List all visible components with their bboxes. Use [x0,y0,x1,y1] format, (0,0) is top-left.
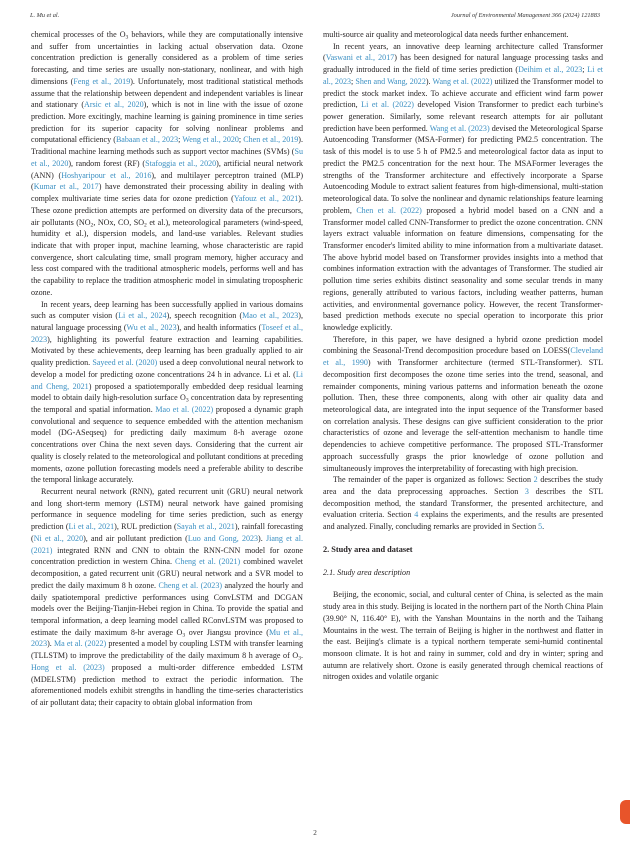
paragraph [323,474,603,533]
citation-link[interactable]: Cheng et al. (2023) [158,580,223,590]
text-run: presented a model by coupling LSTM with transfer learning (TLLSTM) to improve the predictability of the daily maximum 8 h average of O [31,639,303,661]
citation-link[interactable]: Yafouz et al., 2021 [233,194,299,204]
text-run: et al.), meteorological parameters (wind-speed, humidity et al.), dispersion models, and land-use variables. Relevant studies indicate that with proper input, machine learning, whose characteristic are rapid convergence, short calculating time, small program memory, higher accuracy and less cost compared with the traditional atmospheric models, performs well and has the capability to replace the tradition atmospheric model in simulating tropospheric ozone. [31,217,303,297]
text-run: ; [238,135,244,145]
text-run: ; [178,135,183,145]
text-run: ) with Transformer architecture (termed STL-Transformer). STL decomposition first decomposes the ozone time series into the trend, seasonal, and remainder components, mining various patterns and information beneath the ozone pollution. Then, these three components, along with other air quality data and meteorological data, are integrated into the input sequence of the Transformer based on correlation analysis. These designs can give sufficient consideration to the prior characteristics of ozone and leverage the self-attention mechanism to handle time dependencies to achieve competitive performance. The proposed STL-Transformer approach successfully grasps the prior knowledge of ozone pollution and simultaneously improves the interpretability of forecasting with high precision. [323,358,604,473]
subscript-text: 3 [125,34,129,41]
text-run: ), which is not in line with the issue of ozone prediction. More excitingly, machine learning is gaining prominence in time series prediction for its superior capacity for solving nonlinear problems and computational efficiency ( [31,100,303,145]
text-run: explains the experiments, and the results are presented and analyzed. Finally, concluding remarks are provided in Section [323,510,603,532]
text-run: chemical processes of the O [31,30,126,39]
citation-link[interactable]: Arsic et al., 2020 [84,100,144,110]
subsection-heading: 2.1. Study area description [323,567,411,577]
citation-link[interactable]: Shen and Wang, 2022 [355,76,426,86]
text-run: ), and multilayer perceptron trained (MLP) ( [31,170,303,192]
text-run: describes the STL decomposition method, the standard Transformer, the presented architecture, and evaluation criteria. Section [323,487,603,520]
text-run: ), and air pollutant prediction ( [83,533,188,543]
text-run: ), speech recognition ( [166,311,243,321]
text-run: ), and health informatics ( [176,322,262,332]
citation-link[interactable]: Mu et al., 2023 [31,627,304,649]
citation-link[interactable]: Vaswani et al., 2017 [325,53,395,63]
citation-link[interactable]: Li et al., 2024 [118,311,167,321]
citation-link[interactable]: Su et al., 2020 [31,147,303,168]
text-run: ), random forest (RF) ( [68,158,146,168]
text-run: proposed a dynamic graph convolutional and sequence to sequence embedded with the attention mechanism model (DG-ASeqseq) for predicting daily maximum 8-h average ozone concentrations over China the next seven days. Considering that the current air quality is closely related to the meteorological and pollutant conditions at preceding moments, ozone pollution forecasting models need a preferable ability to describe the temporal linkage accurately. [31,405,303,485]
section-link[interactable]: 4 [414,510,419,520]
text-run: . [542,522,545,532]
text-run: developed Vision Transformer to predict each turbine's power generation. Similarly, some relevant research attempts for air pollutant prediction have been performed. [323,100,603,133]
text-run: . [300,651,303,661]
citation-link[interactable]: Jiang et al. (2021) [31,533,303,555]
text-run: ) has been designed for natural language processing tasks and gradually introduced in the field of time series prediction ( [323,53,604,75]
text-run: ; [351,76,356,86]
citation-link[interactable]: Wang et al. (2022) [432,76,493,86]
citation-link[interactable]: Wang et al. (2023) [429,123,490,133]
text-run: behaviors, while they are computationally intensive and suffer from uncertainties in lacking actual observation data. Ozone concentration prediction is generally considered as a problem of time series forecasting, and time series are usually non-stationary, nonlinear, and with high dimensions ( [31,30,303,86]
paragraph [323,41,603,334]
text-run: In recent years, an innovative deep learning architecture called Transformer ( [323,41,603,63]
subscript-text: 2 [144,222,147,228]
left-column [31,29,303,709]
citation-link[interactable]: Wu et al., 2023 [126,322,177,332]
paragraph: Beijing, the economic, social, and cultural center of China, is selected as the main study area in this study. Beijing is located in the northern part of the North China Plain (39.90° N, 116.40° E), with the Yanshan Mountains in the north and the Taihang Mountains in the west. The terrain of Beijing is higher in the northwest and flatter in the east. Beijing's climate is a typical northern temperate semi-humid continental monsoon climate. It is hot and rainy in summer, cold and dry in winter; spring and autumn are relatively short. Ozone is easily generated through chemical reactions of nitrogen oxides and volatile organic [323,590,603,682]
citation-link[interactable]: Sayeed et al. (2020) [92,358,158,368]
citation-link[interactable]: Li et al. (2022) [361,100,414,110]
text-run: integrated RNN and CNN to obtain the RNN-CNN model for ozone concentration prediction in western China. [31,545,303,567]
floating-widget-icon[interactable] [620,800,630,824]
text-run: proposed a multi-order difference embedded LSTM (MDELSTM) prediction method to extract the periodic information. The aforementioned models exhibit strengths in handling the time-series characteristics of air pollutant data; their capacity to obtain global information from [31,662,304,707]
running-head-journal: Journal of Environmental Management 366 (2024) 121883 [450,12,600,19]
citation-link[interactable]: Li and Cheng, 2021 [31,369,303,391]
running-head-authors: L. Mu et al. [30,12,60,19]
text-run: proposed a hybrid model based on a CNN and a Transformer model called CNN-Transformer to predict the ozone concentration. CNN layers extract valuable information on feature dimensions, compensating for the Transformer encoder's limited ability to mine information from a multivariate dataset. The above hybrid model based on Transformer provides insights into a method that combines information extraction with the advantages of Transformer. The studied air pollution time series exhibits distinct seasonality and some secular trends in many regions, generally attributed to various factors, including weather patterns, human activities, and environmental governance policy. However, the recent Transformer-based prediction methods execute no special operation to incorporate this prior knowledge explicitly. [323,205,603,332]
citation-link[interactable]: Luo and Gong, 2023 [187,533,259,543]
text-run: over Jiangsu province ( [185,627,269,637]
right-column [323,29,603,683]
paragraph: multi-source air quality and meteorological data needs further enhancement. [323,30,569,39]
running-head [30,12,600,22]
text-run: describes the study area and the data preprocessing approaches. Section [323,475,604,497]
citation-link[interactable]: Li et al., 2021 [68,522,115,532]
text-run: ). Unfortunately, most traditional statistical methods assume that the relationship between dependent and independent variables is linear and stationary ( [31,76,303,110]
text-run: ). These ozone prediction attempts are performed on diversity data of the precursors, air pollutants (NO [31,194,303,227]
text-run: , NOx, CO, SO [93,217,145,227]
citation-link[interactable]: Li et al., 2023 [323,65,604,86]
text-run: concentration data by representing the temporal and spatial information. [31,393,303,414]
paragraph [31,486,303,709]
page-number: 2 [313,829,317,837]
text-run: Therefore, in this paper, we have designed a hybrid ozone prediction model combining the Seasonal-Trend decomposition procedure based on LOESS( [323,334,603,356]
text-run: combined wavelet decomposition, a gated recurrent unit (GRU) neural network and a SVR model to predict the daily maximum 8 h ozone. [31,557,303,590]
citation-link[interactable]: Stafoggia et al., 2020 [145,158,217,168]
text-run: ). Traditional machine learning methods such as support vector machines (SVMs) ( [31,135,303,157]
text-run: In recent years, deep learning has been successfully applied in various domains such as computer vision ( [31,299,303,321]
text-run: ). [425,76,433,86]
subscript-text: 3 [298,655,301,662]
text-run: ; [582,65,588,75]
text-run: ). [258,533,266,543]
text-run: ), rainfall forecasting ( [31,522,304,543]
text-run: Recurrent neural network (RNN), gated recurrent unit (GRU) neural network and long short-term memory (LSTM) neural network have gained promising performance in sequence modeling for time series prediction, such as energy prediction ( [31,487,303,532]
subscript-text: 2 [90,222,94,228]
paragraph [31,29,303,299]
text-run: used a deep convolutional neural network to develop a model for predicting ozone concentrations 24 h in advance. Li et al. ( [31,358,304,379]
text-run: analyzed the hourly and daily spatiotemporal predictive performances using ConvLSTM and DCGAN models over the Beijing-Tianjin-Hebei region in China. To provide the spatial and temporal information, a deep learning model called RConvLSTM was proposed to estimate the daily maximum 8-hr average O [31,580,304,637]
text-run: devised the Meteorological Sparse Autoencoding Transformer (MSA-Former) for predicting PM2.5 concentration. The task of this model is to use 5 h of PM2.5 and meteorological factor data as input to predict the PM2.5 concentration for the next hour. The MSAFormer leverages the strengths of the Transformer architecture and effectively incorporate a Sparse Autoencoding Module to extract salient features from high-dimensional, multi-station meteorological data. To solve the nonlinear and dynamic relationships feature learning problem, [323,123,603,215]
citation-link[interactable]: Feng et al., 2019 [73,76,131,86]
text-run: ), highlighting its powerful feature extraction and learning capabilities. Motivated by these achievements, deep learning has been gradually applied to air quality prediction. [31,334,303,368]
text-run: utilized the Transformer model to predict the stock market index. To achieve accurate and efficient wind farm power prediction, [323,76,603,110]
citation-link[interactable]: Chen et al. (2022) [356,205,422,215]
text-run: ), natural language processing ( [31,311,303,332]
citation-link[interactable]: Hoshyaripour et al., 2016 [61,170,152,180]
citation-link[interactable]: Hong et al. (2023) [31,662,105,672]
paragraph [31,299,303,487]
citation-link[interactable]: Mao et al., 2023 [242,311,299,321]
citation-link[interactable]: Sayah et al., 2021 [176,522,235,532]
subscript-text: 3 [185,397,189,404]
section-link[interactable]: 3 [524,487,529,497]
paragraph [323,334,603,475]
text-run: ) proposed a spatiotemporally embedded deep residual learning model to obtain daily high-resolution surface O [31,381,303,403]
citation-link[interactable]: Chen et al., 2019 [243,135,299,145]
citation-link[interactable]: Babaan et al., 2023 [115,135,179,145]
citation-link[interactable]: Toseef et al., 2023 [31,322,303,344]
citation-link[interactable]: Weng et al., 2020 [182,135,239,145]
citation-link[interactable]: Deihim et al., 2023 [518,65,583,75]
text-run: ), artificial neural network (ANN) ( [31,158,304,180]
text-run: ). [47,639,54,649]
section-link[interactable]: 2 [533,475,538,485]
text-run: ), RUL prediction ( [114,522,177,532]
citation-link[interactable]: Ma et al. (2022) [53,639,107,649]
text-run: The remainder of the paper is organized as follows: Section [333,475,534,485]
citation-link[interactable]: Cheng et al. (2021) [175,557,241,567]
subscript-text: 3 [182,632,186,639]
citation-link[interactable]: Kumar et al., 2017 [33,182,99,192]
section-link[interactable]: 5 [538,522,543,532]
section-heading: 2. Study area and dataset [323,544,413,554]
text-run: ) have demonstrated their processing ability in dealing with complex multivariate time series data for ozone prediction ( [31,182,303,204]
citation-link[interactable]: Mao et al. (2022) [155,405,214,414]
citation-link[interactable]: Cleveland et al., 1990 [323,346,603,368]
citation-link[interactable]: Ni et al., 2020 [33,533,84,543]
